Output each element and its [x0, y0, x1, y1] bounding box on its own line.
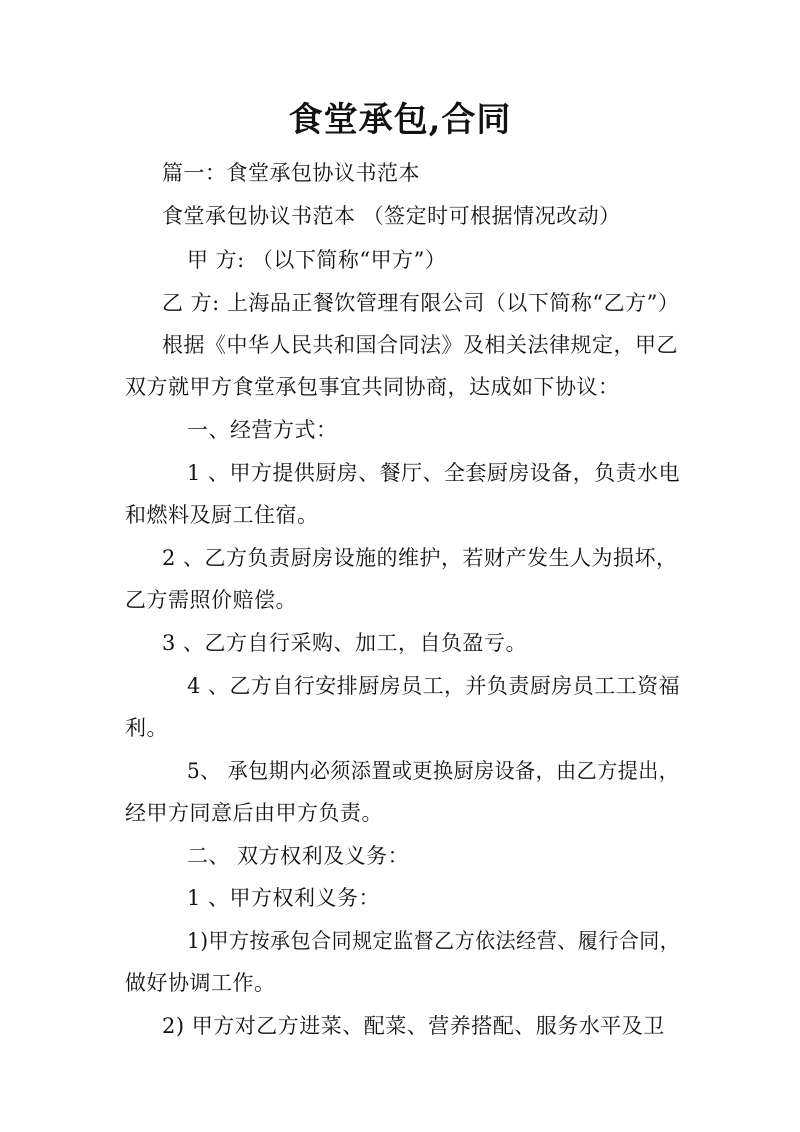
paragraph-line: 3 、乙方自行采购、加工，自负盈亏。	[162, 631, 528, 655]
paragraph-line: 食堂承包协议书范本 （签定时可根据情况改动）	[162, 204, 621, 228]
paragraph-line: 和燃料及厨工住宿。	[125, 503, 319, 527]
paragraph-line: 4 、乙方自行安排厨房员工，并负责厨房员工工资福	[187, 674, 681, 698]
paragraph-line: 1)甲方按承包合同规定监督乙方依法经营、履行合同，	[187, 929, 681, 953]
paragraph-line: 双方就甲方食堂承包事宜共同协商，达成如下协议：	[125, 375, 620, 399]
paragraph-line: 5、 承包期内必须添置或更换厨房设备，由乙方提出，	[187, 759, 680, 783]
section-heading: 二、 双方权利及义务：	[187, 844, 410, 868]
section-heading: 篇一：食堂承包协议书范本	[162, 161, 420, 185]
paragraph-line: 经甲方同意后由甲方负责。	[125, 801, 383, 825]
paragraph-line: 利。	[125, 716, 168, 740]
paragraph-line: 2) 甲方对乙方进菜、配菜、营养搭配、服务水平及卫	[162, 1014, 665, 1038]
paragraph-line: 根据《中华人民共和国合同法》及相关法律规定，甲乙	[162, 333, 678, 357]
document-title: 食堂承包,合同	[288, 100, 512, 140]
paragraph-line: 甲 方: （以下简称“甲方”）	[187, 248, 447, 272]
section-heading: 一、经营方式：	[187, 418, 338, 442]
paragraph-line: 2 、乙方负责厨房设施的维护，若财产发生人为损坏，	[162, 546, 678, 570]
paragraph-line: 1 、甲方权利义务：	[187, 886, 381, 910]
paragraph-line: 乙方需照价赔偿。	[125, 588, 297, 612]
paragraph-line: 1 、甲方提供厨房、餐厅、全套厨房设备，负责水电	[187, 461, 681, 485]
paragraph-line: 乙 方: 上海品正餐饮管理有限公司（以下简称“乙方”）	[162, 291, 680, 315]
paragraph-line: 做好协调工作。	[125, 971, 276, 995]
